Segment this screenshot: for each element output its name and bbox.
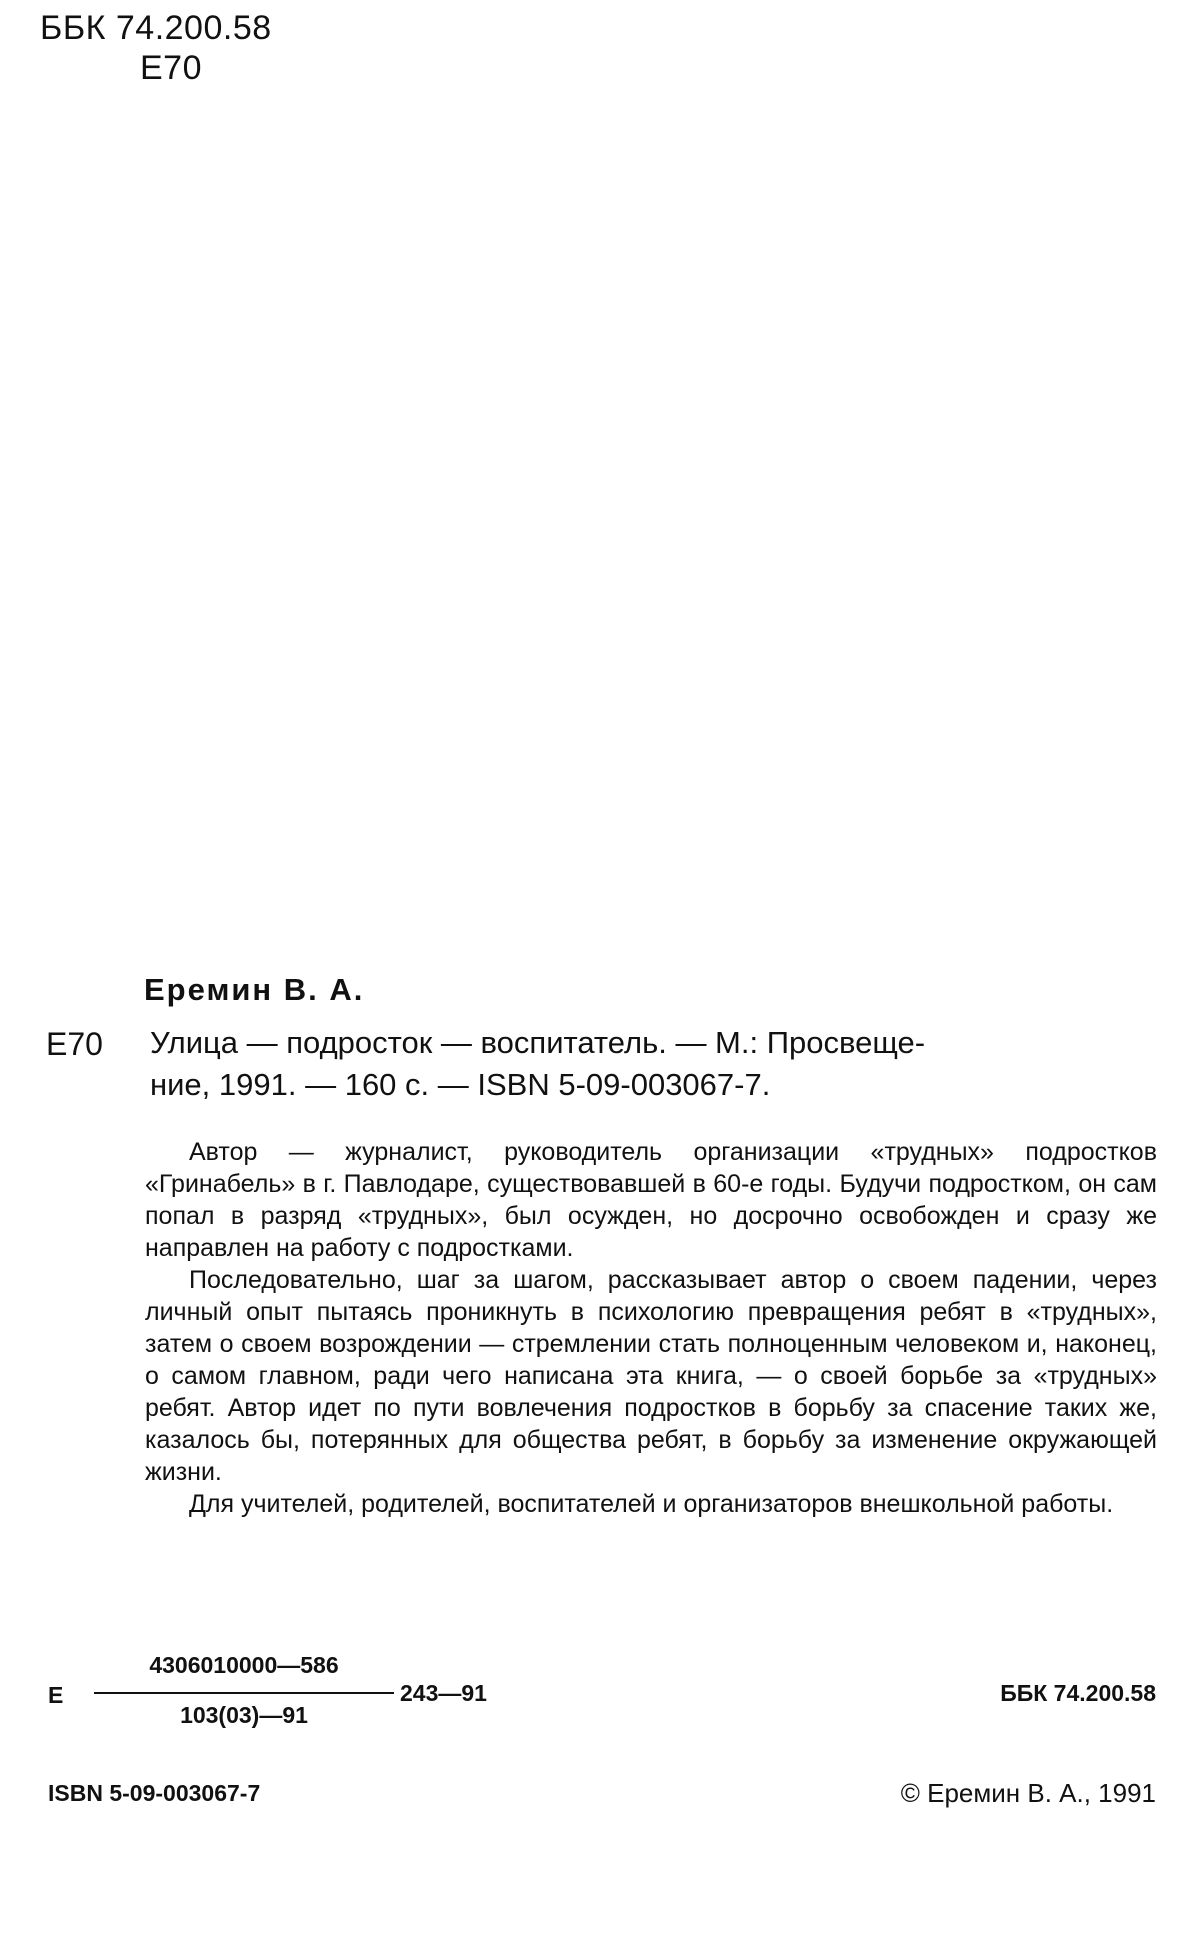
- catalog-bbk: ББК 74.200.58: [1000, 1680, 1156, 1706]
- bibliographic-record: [46, 1022, 1158, 1106]
- isbn: ISBN 5-09-003067-7: [48, 1780, 261, 1806]
- annotation: [145, 1136, 1157, 1520]
- catalog-numerator: 4306010000—586: [149, 1652, 339, 1678]
- bbk-index: ББК 74.200.58: [40, 9, 272, 47]
- catalog-denominator: 103(03)—91: [180, 1702, 308, 1728]
- annotation-paragraph-1: Автор — журналист, руководитель организации «трудных» подростков «Гринабель» в г. Павлодаре, существовавшей в 60-е годы. Будучи подростком, он сам попал в разряд «трудных», был осужден, но досрочно освобожден и сразу же направлен на работу с подростками.: [145, 1138, 1157, 1262]
- annotation-paragraph-2: Последовательно, шаг за шагом, рассказывает автор о своем падении, через личный опыт пытаясь проникнуть в психологию превращения ребят в «трудных», затем о своем возрождении — стремлении стать полноценным человеком и, наконец, о самом главном, ради чего написана эта книга, — о своей борьбе за «трудных» ребят. Автор идет по пути вовлечения подростков в борьбу за спасение таких же, казалось бы, потерянных для общества ребят, в борьбу за изменение окружающей жизни.: [145, 1266, 1157, 1486]
- annotation-paragraph-3: Для учителей, родителей, воспитателей и организаторов внешкольной работы.: [189, 1490, 1114, 1518]
- bibliographic-description: [150, 1022, 1158, 1106]
- catalog-code: 243—91: [400, 1680, 487, 1706]
- fraction-line: [94, 1692, 394, 1694]
- catalog-letter: Е: [48, 1682, 64, 1708]
- copyright-notice: © Еремин В. А., 1991: [900, 1778, 1156, 1808]
- author-name: Еремин В. А.: [144, 972, 365, 1007]
- catalog-formula: [48, 1652, 1158, 1742]
- author-mark: Е70: [140, 49, 202, 87]
- bibliographic-line-2: ние, 1991. — 160 с. — ISBN 5-09-003067-7.: [150, 1067, 771, 1102]
- title-author-mark: Е70: [46, 1026, 103, 1062]
- bbk-classification-header: [40, 8, 272, 88]
- bibliographic-line-1: Улица — подросток — воспитатель. — М.: Просвеще-: [150, 1025, 926, 1060]
